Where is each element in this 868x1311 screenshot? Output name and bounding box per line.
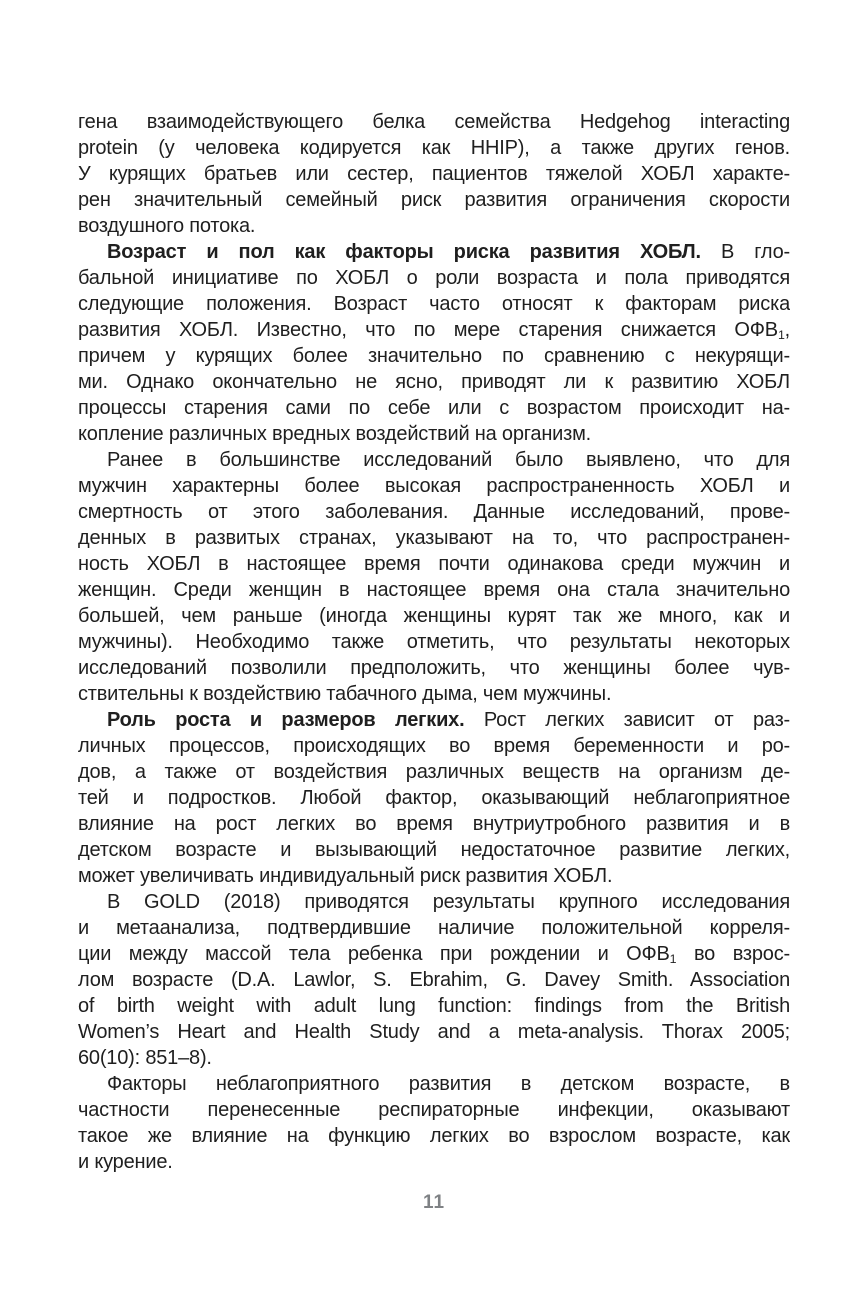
text-line: protein (у человека кодируется как HHIP), а также других генов. (78, 137, 790, 159)
text-line: развития ХОБЛ. Известно, что по мере старения снижается $ОФВ_1$, (78, 319, 790, 343)
text-line: воздушного потока. (78, 215, 256, 237)
text-line: Возраст и пол как факторы риска развития ХОБЛ. В гло- (107, 241, 790, 263)
text-line: Ранее в большинстве исследований было выявлено, что для (107, 449, 790, 471)
text-line: дов, а также от воздействия различных веществ на организм де- (78, 761, 790, 783)
text-column (78, 109, 790, 1175)
text-line: процессы старения сами по себе или с возрастом происходит на- (78, 397, 790, 419)
paragraph (78, 1071, 790, 1175)
text-line: копление различных вредных воздействий на организм. (78, 423, 592, 445)
text-line: такое же влияние на функцию легких во взрослом возрасте, как (78, 1125, 790, 1147)
text-line: большей, чем раньше (иногда женщины курят так же много, как и (78, 605, 790, 627)
paragraph (78, 109, 790, 239)
text-line: мужчин характерны более высокая распространенность ХОБЛ и (78, 475, 790, 497)
text-line: ми. Однако окончательно не ясно, приводят ли к развитию ХОБЛ (78, 371, 790, 393)
paragraph (78, 707, 790, 889)
text-line: гена взаимодействующего белка семейства Hedgehog interacting (78, 111, 790, 133)
text-line: частности перенесенные респираторные инфекции, оказывают (78, 1099, 790, 1121)
text-line: детском возрасте и вызывающий недостаточное развитие легких, (78, 839, 790, 861)
text-line: исследований позволили предположить, что женщины более чув- (78, 657, 790, 679)
text-line: может увеличивать индивидуальный риск развития ХОБЛ. (78, 865, 613, 887)
text-line: У курящих братьев или сестер, пациентов тяжелой ХОБЛ характе- (78, 163, 790, 185)
paragraph (78, 239, 790, 447)
text-line: женщин. Среди женщин в настоящее время она стала значительно (78, 579, 790, 601)
text-line: бальной инициативе по ХОБЛ о роли возраста и пола приводятся (78, 267, 790, 289)
paragraph (78, 447, 790, 707)
text-line: денных в развитых странах, указывают на то, что распространен- (78, 527, 790, 549)
text-line: ции между массой тела ребенка при рождении и $ОФВ_1$ во взрос- (78, 943, 790, 967)
text-line: влияние на рост легких во время внутриутробного развития и в (78, 813, 790, 835)
text-line: тей и подростков. Любой фактор, оказывающий неблагоприятное (78, 787, 790, 809)
text-line: В GOLD (2018) приводятся результаты крупного исследования (107, 891, 790, 913)
text-line: личных процессов, происходящих во время беременности и ро- (78, 735, 790, 757)
text-line: смертность от этого заболевания. Данные исследований, прове- (78, 501, 790, 523)
text-line: ствительны к воздействию табачного дыма, чем мужчины. (78, 683, 612, 705)
text-line: ность ХОБЛ в настоящее время почти одинакова среди мужчин и (78, 553, 790, 575)
page-number: 11 (422, 1192, 446, 1213)
text-line: 60(10): 851–8). (78, 1047, 212, 1069)
text-line: Факторы неблагоприятного развития в детском возрасте, в (107, 1073, 790, 1095)
text-line: и курение. (78, 1151, 173, 1173)
text-line: причем у курящих более значительно по сравнению с некурящи- (78, 345, 790, 367)
text-line: и метаанализа, подтвердившие наличие положительной корреля- (78, 917, 790, 939)
text-line: Роль роста и размеров легких. Рост легких зависит от раз- (107, 709, 790, 731)
text-line: мужчины). Необходимо также отметить, что результаты некоторых (78, 631, 790, 653)
text-line: of birth weight with adult lung function: findings from the British (78, 995, 790, 1017)
paragraph (78, 889, 790, 1071)
text-line: лом возрасте (D.A. Lawlor, S. Ebrahim, G. Davey Smith. Association (78, 969, 790, 991)
text-line: Women’s Heart and Health Study and a meta-analysis. Thorax 2005; (78, 1021, 790, 1043)
text-line: рен значительный семейный риск развития ограничения скорости (78, 189, 790, 211)
text-line: следующие положения. Возраст часто относят к факторам риска (78, 293, 790, 315)
